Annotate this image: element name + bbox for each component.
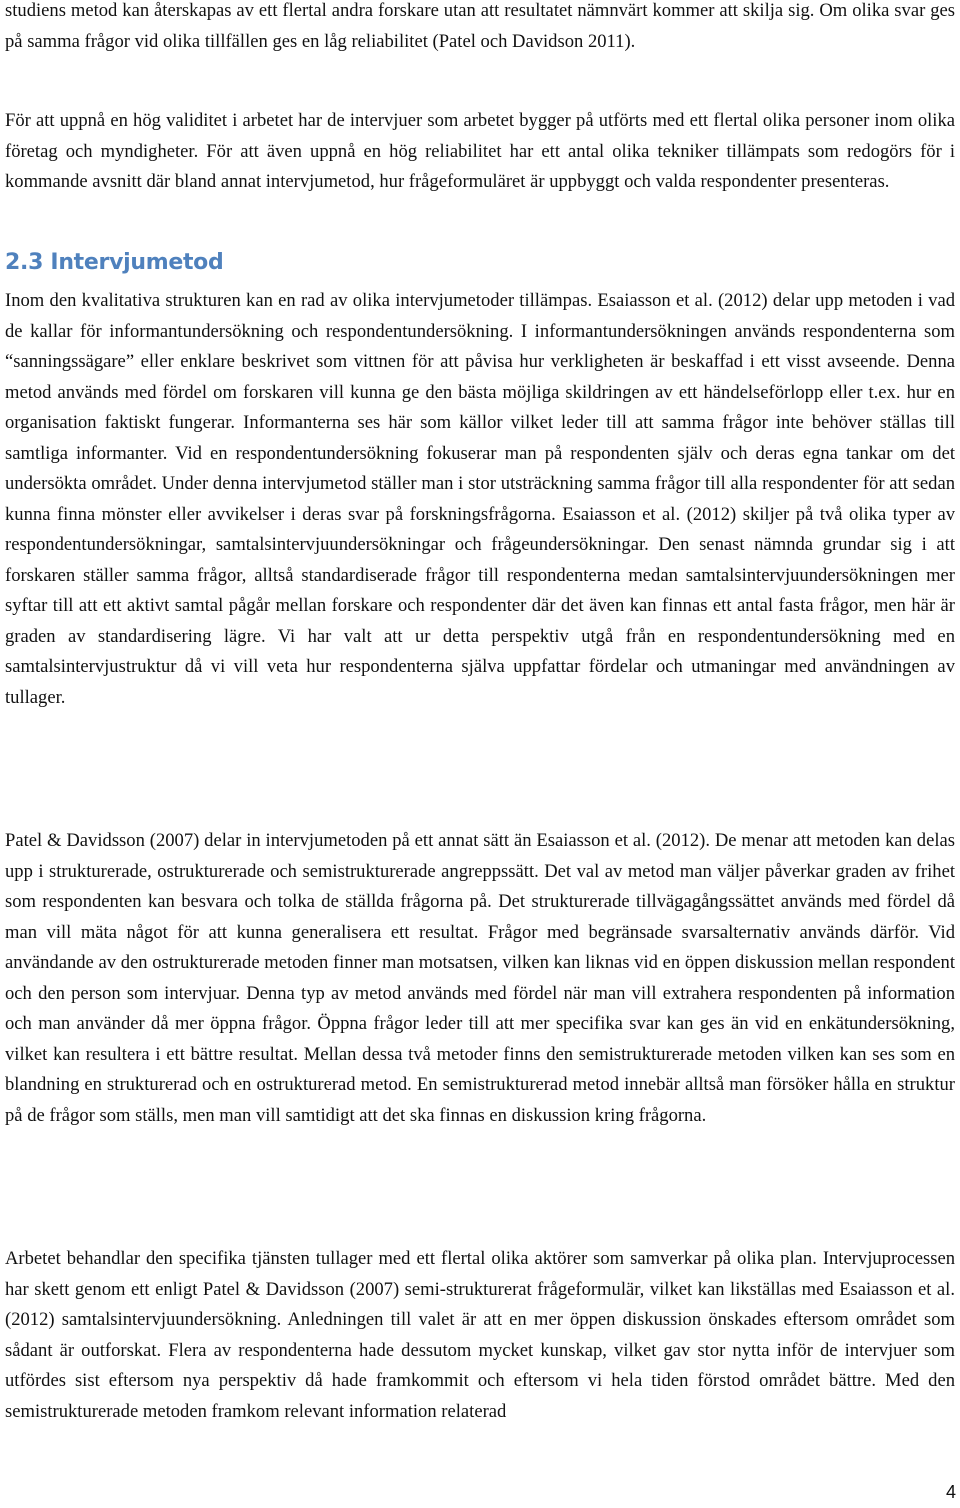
paragraph-interview-method: Inom den kvalitativa strukturen kan en rad av olika intervjumetoder tillämpas. Esaiasson et al. (2012) delar upp metoden i vad de kallar för informantundersökning och respondentundersökning. I informantundersökningen används respondenterna som “sanningssägare” eller enklare beskrivet som vittnen för att påvisa hur verkligheten är beskaffad i ett visst avseende. Denna metod används med fördel om forskaren vill kunna ge den bästa möjliga skildringen av ett händelseförlopp eller t.ex. hur en organisation faktiskt fungerar. Informanterna ses här som källor vilket leder till att samma frågor inte behöver ställas till samtliga informanter. Vid en respondentundersökning fokuserar man på respondenten själv och deras egna tankar om det undersökta området. Under denna intervjumetod ställer man i stor utsträckning samma frågor till alla respondenter för att sedan kunna finna mönster eller avvikelser i deras svar på forskningsfrågorna. Esaiasson et al. (2012) skiljer på två olika typer av respondentundersökningar, samtalsintervjuundersökningar och frågeundersökningar. Den senast nämnda grundar sig i att forskaren ställer samma frågor, alltså standardiserade frågor till respondenterna medan samtalsintervjuundersökningen mer syftar till att ett aktivt samtal pågår mellan forskare och respondenter där det även kan finnas ett antal fasta frågor, men här är graden av standardisering lägre. Vi har valt att ur detta perspektiv utgå från en respondentundersökning med en samtalsintervjustruktur då vi vill veta hur respondenterna själva uppfattar fördelar och utmaningar med användningen av tullager.: [5, 290, 955, 708]
page-number: 4: [945, 1482, 956, 1502]
paragraph-reliability: studiens metod kan återskapas av ett flertal andra forskare utan att resultatet nämnvärt kommer att skilja sig. Om olika svar ges på samma frågor vid olika tillfällen ges en låg reliabilitet (Patel och Davidson 2011).: [5, 0, 955, 52]
section-heading: 2.3 Intervjumetod: [5, 250, 224, 275]
paragraph-structured-methods: Patel & Davidsson (2007) delar in intervjumetoden på ett annat sätt än Esaiasson et al. (2012). De menar att metoden kan delas upp i strukturerade, ostrukturerade och semistrukturerade angreppssätt. Det val av metod man väljer påverkar graden av frihet som respondenten kan besvara och tolka de ställda frågorna på. Det strukturerade tillvägagångssättet används med fördel då man vill mäta något för att kunna generalisera ett resultat. Frågor med begränsade svarsalternativ används därför. Vid användande av den ostrukturerade metoden finner man motsatsen, vilken kan liknas vid en öppen diskussion mellan respondent och den person som intervjuar. Denna typ av metod används med fördel när man vill extrahera respondenten på information och man använder då mer öppna frågor. Öppna frågor leder till att mer specifika svar kan ges än vid en enkätundersökning, vilket kan resultera i ett bättre resultat. Mellan dessa två metoder finns den semistrukturerade metoden vilken kan ses som en blandning en strukturerad och en ostrukturerad metod. En semistrukturerad metod innebär alltså man försöker hålla en struktur på de frågor som ställs, men man vill samtidigt att det ska finnas en diskussion kring frågorna.: [5, 830, 955, 1126]
paragraph-chosen-approach: Arbetet behandlar den specifika tjänsten tullager med ett flertal olika aktörer som samverkar på olika plan. Intervjuprocessen har skett genom ett enligt Patel & Davidsson (2007) semi-strukturerat frågeformulär, vilket kan likställas med Esaiasson et al. (2012) samtalsintervjuundersökning. Anledningen till valet är att en mer öppen diskussion önskades eftersom området som sådant är outforskat. Flera av respondenterna hade dessutom mycket kunskap, vilket gav stor nytta inför de intervjuer som utfördes sist eftersom nya perspektiv då hade framkommit och eftersom vi hela tiden förstod området bättre. Med den semistrukturerade metoden framkom relevant information relaterad: [5, 1248, 955, 1422]
paragraph-validity: För att uppnå en hög validitet i arbetet har de intervjuer som arbetet bygger på utförts med ett flertal olika personer inom olika företag och myndigheter. För att även uppnå en hög reliabilitet har ett antal olika tekniker tillämpats som redogörs för i kommande avsnitt där bland annat intervjumetod, hur frågeformuläret är uppbyggt och valda respondenter presenteras.: [5, 110, 955, 192]
